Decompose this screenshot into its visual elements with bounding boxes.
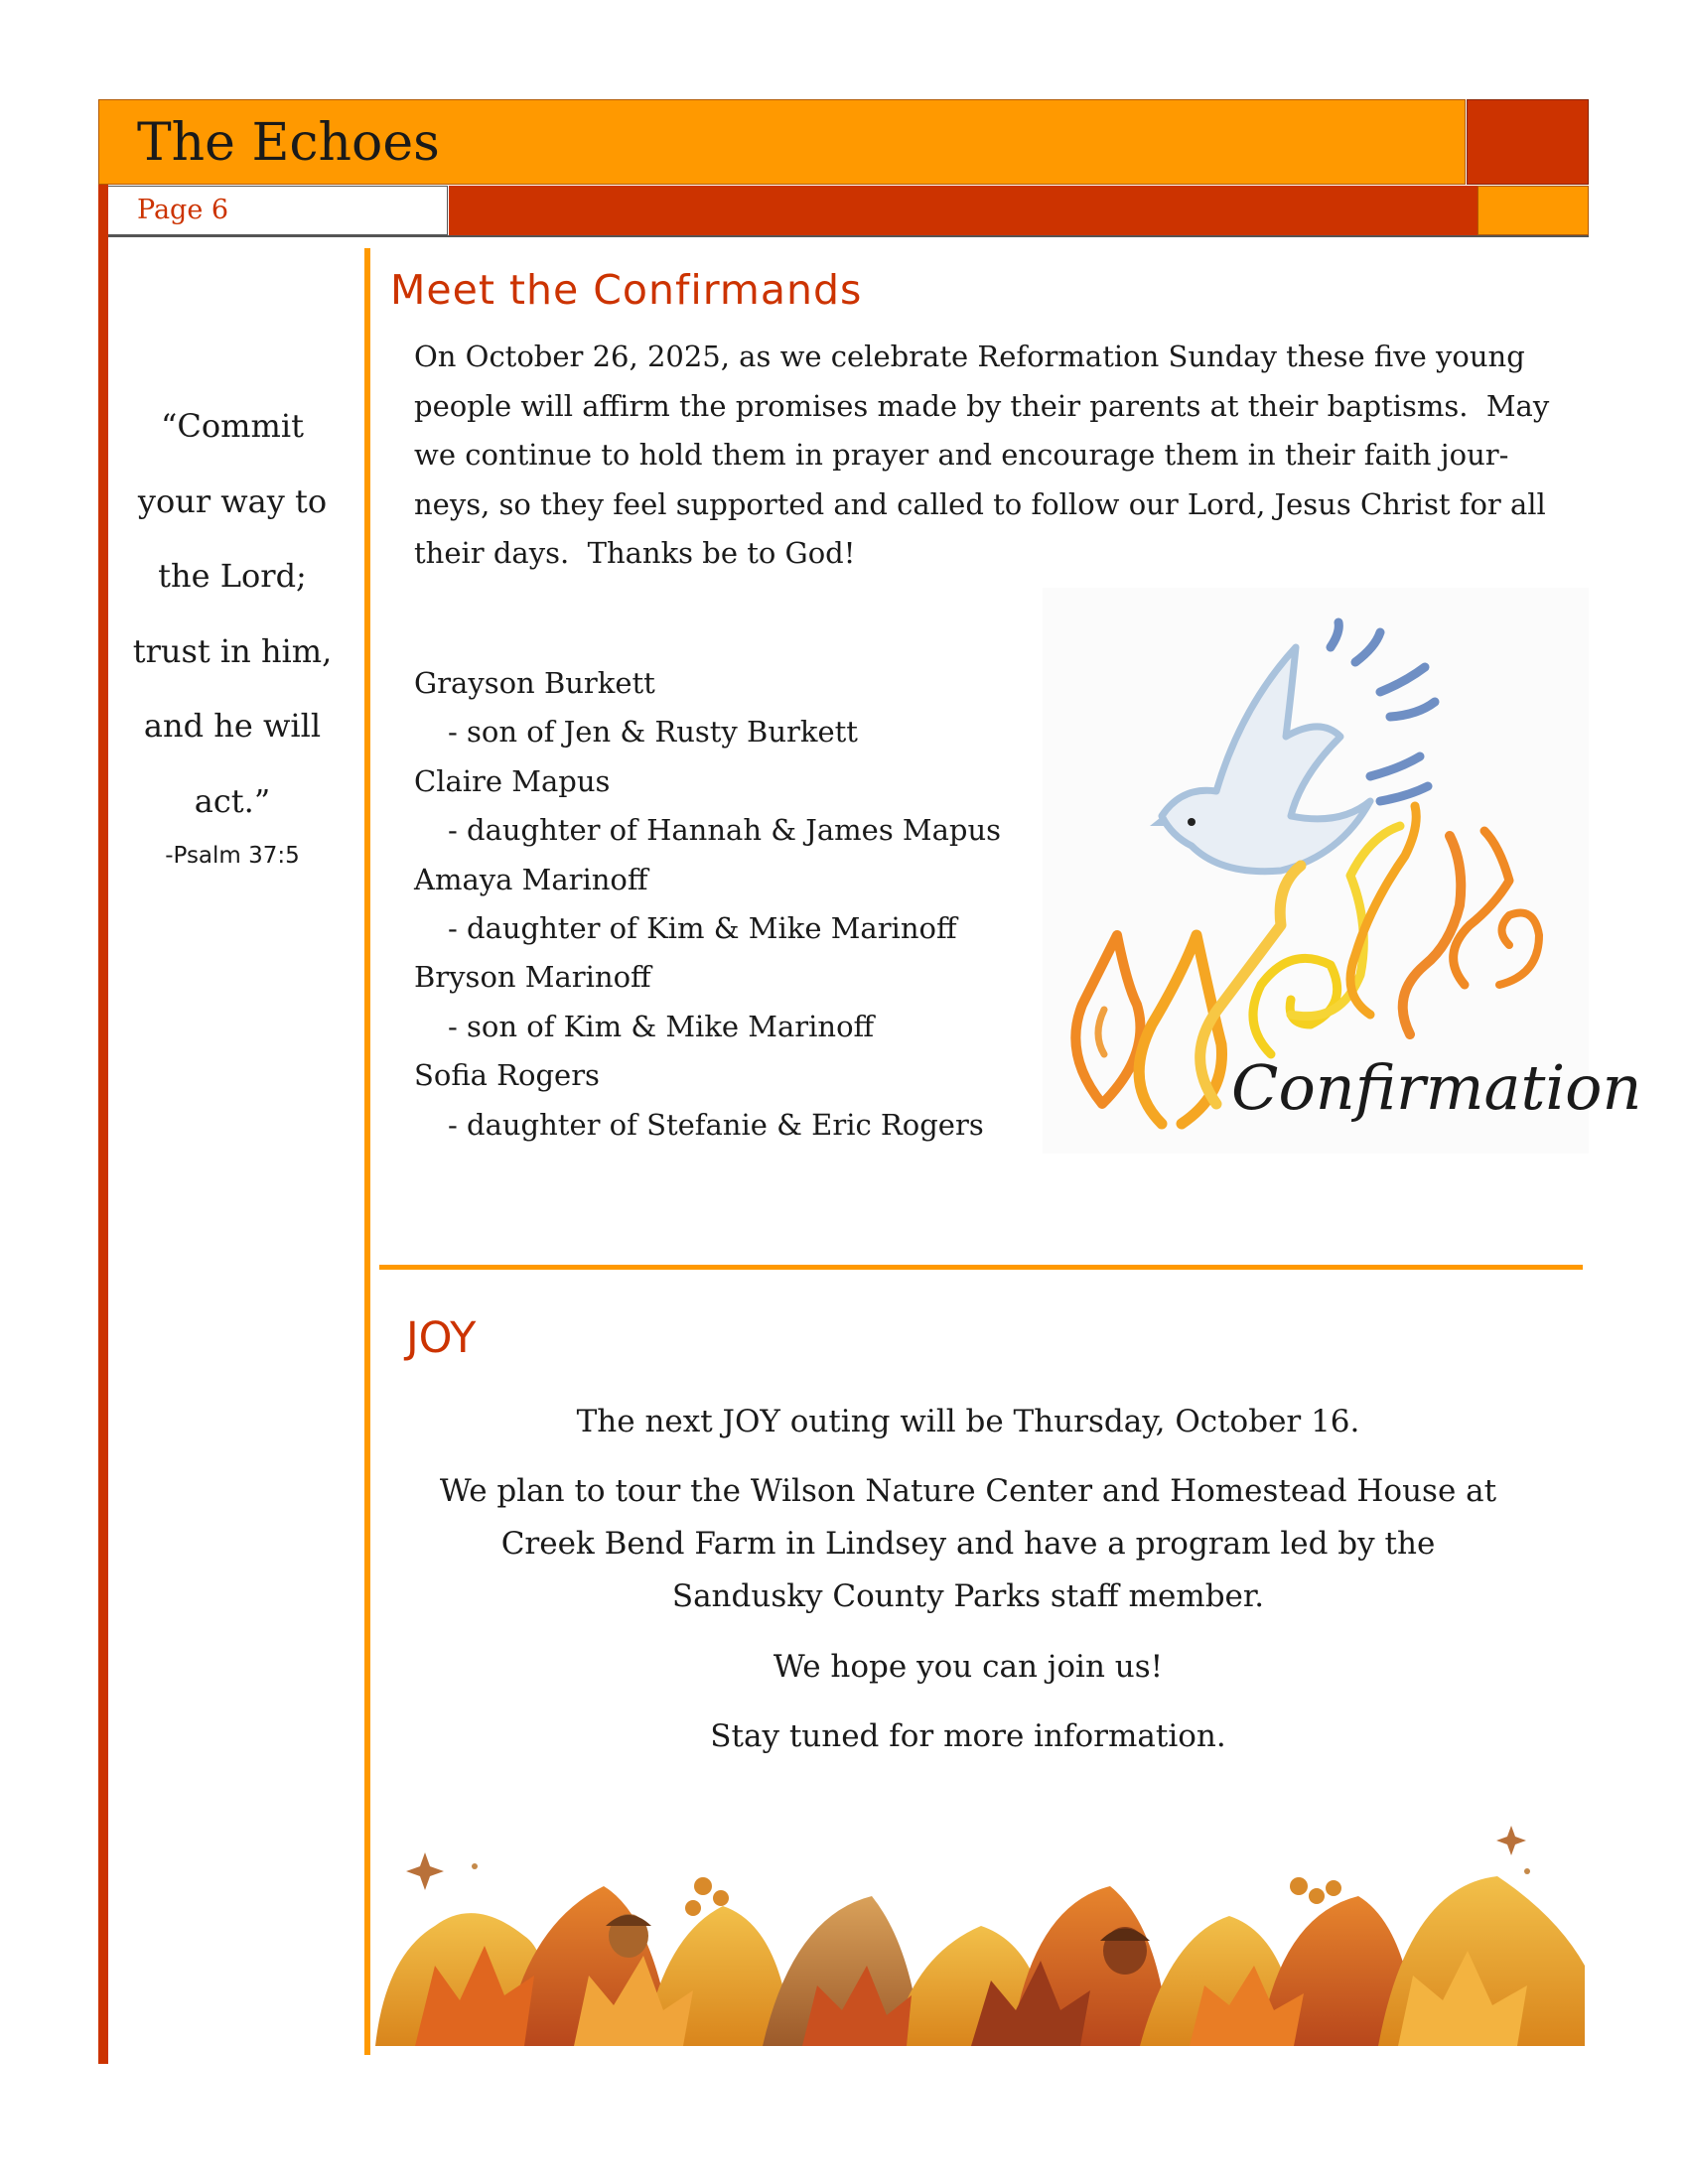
- confirmand-name: Sofia Rogers: [414, 1058, 600, 1093]
- left-margin-rule: [98, 185, 108, 2064]
- intro-line: neys, so they feel supported and called to follow our Lord, Jesus Christ for all: [414, 486, 1546, 521]
- confirmand-parents: - son of Kim & Mike Marinoff: [448, 1009, 875, 1043]
- joy-date-line: The next JOY outing will be Thursday, October 16.: [576, 1404, 1360, 1439]
- joy-plan-line: Creek Bend Farm in Lindsey and have a program led by the: [500, 1526, 1436, 1562]
- confirmand-parents: - daughter of Kim & Mike Marinoff: [448, 911, 957, 946]
- joy-hope-line: We hope you can join us!: [773, 1649, 1164, 1685]
- header-rule: [107, 235, 1589, 237]
- confirmand-name: Claire Mapus: [414, 763, 611, 798]
- confirmand-parents: - daughter of Hannah & James Mapus: [448, 813, 1002, 848]
- confirmand-name: Amaya Marinoff: [414, 862, 648, 896]
- sparkle-icon: [406, 1826, 1530, 1890]
- confirmands-intro: [414, 333, 1566, 579]
- sidebar-quote: [123, 389, 342, 839]
- joy-tuned-line: Stay tuned for more information.: [710, 1718, 1226, 1754]
- header-accent-block: [1467, 99, 1589, 185]
- section-heading-confirmands: Meet the Confirmands: [390, 266, 863, 314]
- quote-line: the Lord;: [158, 557, 307, 595]
- confirmand-list: [414, 659, 1001, 1150]
- quote-line: “Commit: [161, 407, 304, 445]
- joy-plan-line: Sandusky County Parks staff member.: [671, 1578, 1265, 1614]
- logo-caption: Confirmation: [1231, 1051, 1642, 1124]
- berries-icon: [685, 1877, 1341, 1916]
- intro-line: people will affirm the promises made by their parents at their baptisms. May: [414, 388, 1550, 423]
- content-margin-rule: [364, 248, 370, 2055]
- intro-line: their days. Thanks be to God!: [414, 536, 856, 570]
- page-number: Page 6: [137, 195, 229, 225]
- joy-plan-line: We plan to tour the Wilson Nature Center and Homestead House at: [439, 1473, 1497, 1509]
- confirmand-parents: - daughter of Stefanie & Eric Rogers: [448, 1107, 984, 1142]
- quote-line: your way to: [137, 481, 328, 520]
- quote-line: trust in him,: [132, 631, 333, 670]
- quote-line: act.”: [194, 781, 271, 820]
- newsletter-title: The Echoes: [137, 113, 440, 173]
- confirmand-parents: - son of Jen & Rusty Burkett: [448, 715, 858, 750]
- confirmand-name: Bryson Marinoff: [414, 960, 651, 995]
- section-heading-joy: JOY: [406, 1313, 477, 1363]
- section-divider: [379, 1265, 1583, 1270]
- header-orange-accent: [1477, 186, 1589, 235]
- header-red-bar: [449, 186, 1477, 235]
- joy-announcement: [397, 1396, 1539, 1762]
- intro-line: On October 26, 2025, as we celebrate Reformation Sunday these five young: [414, 340, 1525, 373]
- confirmation-dove-flame-logo: [1043, 588, 1642, 1154]
- quote-line: and he will: [143, 707, 322, 745]
- quote-reference: -Psalm 37:5: [165, 843, 300, 869]
- autumn-leaves-border: [375, 1817, 1585, 2046]
- confirmand-name: Grayson Burkett: [414, 666, 655, 700]
- intro-line: we continue to hold them in prayer and encourage them in their faith jour-: [414, 438, 1509, 472]
- joy-plan: [397, 1465, 1539, 1623]
